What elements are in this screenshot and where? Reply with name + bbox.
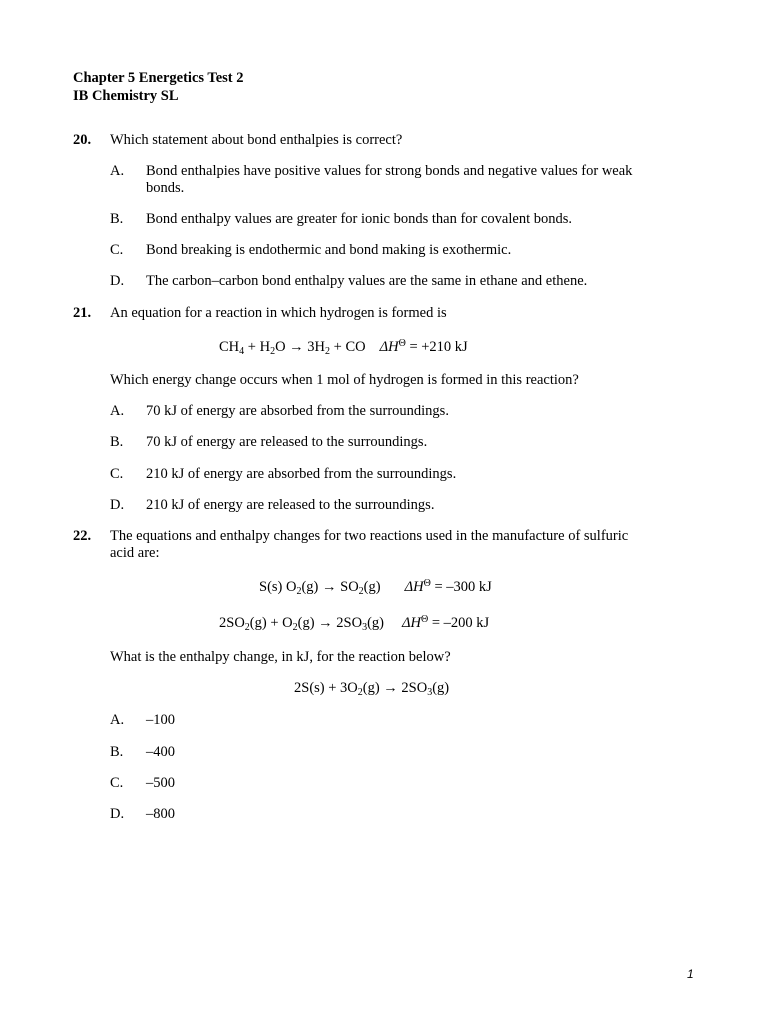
question-text: The equations and enthalpy changes for two reactions used in the manufacture of sulfuric acid are: [110, 528, 629, 561]
chemical-equation: $2S(s) + 3O_2(g) \to 2SO_3(g)$ [294, 680, 450, 698]
option-text: Bond enthalpies have positive values for strong bonds and negative values for weak bonds. [146, 163, 633, 196]
document-subtitle: IB Chemistry SL [73, 88, 179, 104]
option-letter: D. [110, 806, 125, 822]
enthalpy-symbol: ΔH [379, 339, 399, 355]
option-letter: B. [110, 211, 124, 227]
option-letter: A. [110, 163, 125, 179]
question-followup: What is the enthalpy change, in kJ, for the reaction below? [110, 649, 451, 665]
question-followup: Which energy change occurs when 1 mol of hydrogen is formed in this reaction? [110, 372, 579, 388]
document-header [73, 69, 244, 105]
option-text: –800 [146, 806, 175, 822]
enthalpy-symbol: ΔH [404, 579, 424, 595]
option-text: –100 [146, 712, 175, 728]
option-text: Bond enthalpy values are greater for ionic bonds than for covalent bonds. [146, 211, 573, 227]
option-letter: A. [110, 712, 125, 728]
document-title: Chapter 5 Energetics Test 2 [73, 70, 244, 86]
question-number: 22. [73, 528, 92, 544]
chemical-equation: $CH_4 + H_2O \to 3H_2$ + CO $\Delta H^\Theta = +210$ kJ [219, 338, 468, 357]
option-text: 210 kJ of energy are absorbed from the surroundings. [146, 466, 457, 482]
question-number: 20. [73, 132, 92, 148]
option-letter: C. [110, 242, 124, 258]
option-letter: D. [110, 497, 125, 513]
question-text: Which statement about bond enthalpies is correct? [110, 132, 403, 148]
option-text: The carbon–carbon bond enthalpy values are the same in ethane and ethene. [146, 273, 588, 289]
option-letter: B. [110, 744, 124, 760]
chemical-equation: $2SO_2(g) + O_2(g) \to 2SO_3(g) \Delta H^\Theta = -200$ kJ [219, 614, 490, 633]
question-number: 21. [73, 305, 92, 321]
enthalpy-symbol: ΔH [401, 615, 421, 631]
option-text: 70 kJ of energy are released to the surroundings. [146, 434, 428, 450]
option-letter: A. [110, 403, 125, 419]
chemical-equation: S(s) $O_2(g) \to SO_2(g) \Delta H^\Theta = -300$ kJ [259, 578, 492, 597]
page-number: 1 [687, 967, 694, 981]
option-text: –400 [146, 744, 175, 760]
option-letter: C. [110, 775, 124, 791]
option-letter: C. [110, 466, 124, 482]
option-text: 210 kJ of energy are released to the surroundings. [146, 497, 435, 513]
question-text: An equation for a reaction in which hydrogen is formed is [110, 305, 447, 321]
option-text: 70 kJ of energy are absorbed from the surroundings. [146, 403, 449, 419]
option-text: –500 [146, 775, 175, 791]
option-letter: D. [110, 273, 125, 289]
option-text: Bond breaking is endothermic and bond making is exothermic. [146, 242, 512, 258]
option-letter: B. [110, 434, 124, 450]
